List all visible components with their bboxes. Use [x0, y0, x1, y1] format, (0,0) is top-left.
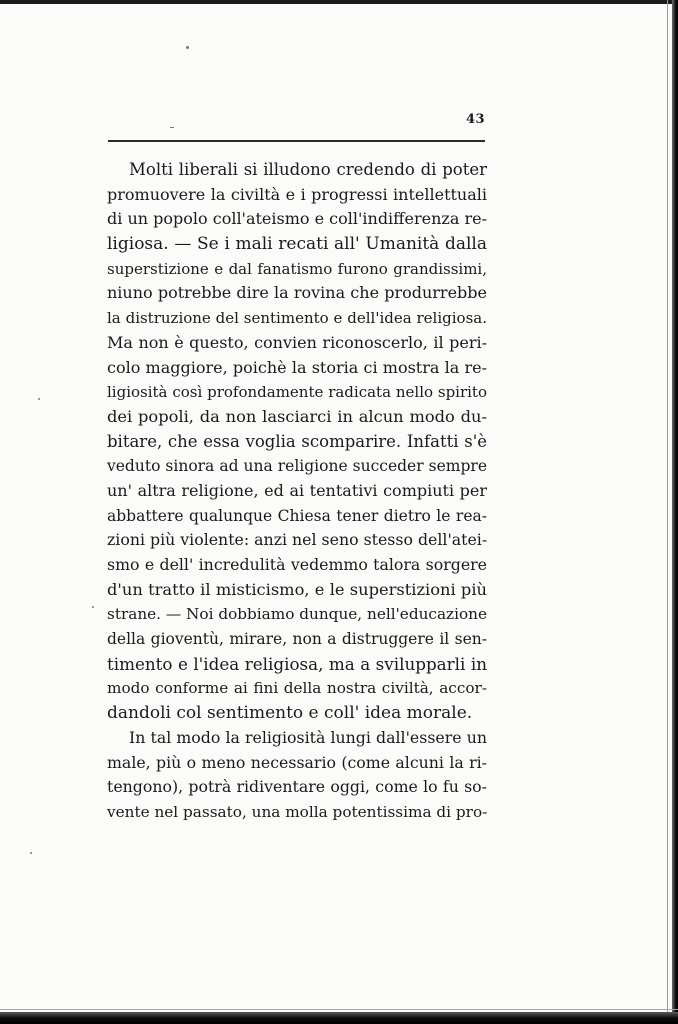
text-line: timento e l'idea religiosa, ma a svilupparli in — [107, 653, 487, 674]
scan-speck — [170, 127, 174, 128]
text-line: un' altra religione, ed ai tentativi compiuti per — [107, 480, 487, 500]
body-text — [107, 158, 487, 825]
text-line: promuovere la civiltà e i progressi intellettuali — [107, 184, 487, 204]
text-line: della gioventù, mirare, non a distruggere il sen- — [107, 630, 487, 649]
text-line: ligiosità così profondamente radicata nello spirito — [107, 383, 487, 402]
text-line: niuno potrebbe dire la rovina che produrrebbe — [107, 283, 487, 303]
text-line: male, più o meno necessario (come alcuni la ri- — [107, 752, 487, 772]
text-line: vente nel passato, una molla potentissima di pro- — [107, 802, 488, 821]
text-line: tengono), potrà ridiventare oggi, come lo fu so- — [107, 777, 487, 797]
scan-speck — [38, 398, 40, 400]
scan-border-right-line — [667, 0, 668, 1024]
text-line: di un popolo coll'ateismo e coll'indifferenza re- — [107, 209, 488, 229]
page-number: 43 — [466, 112, 486, 127]
text-line: colo maggiore, poichè la storia ci mostra la re- — [107, 357, 487, 377]
header-rule — [108, 140, 485, 142]
text-line: modo conforme ai fini della nostra civiltà, accor- — [107, 679, 487, 698]
scan-border-top — [0, 0, 678, 4]
text-line: In tal modo la religiosità lungi dall'essere un — [129, 727, 487, 747]
scan-speck — [30, 852, 32, 854]
scan-border-bottom — [0, 1012, 678, 1024]
text-line: zioni più violente: anzi nel seno stesso dell'atei- — [107, 530, 488, 550]
text-line: superstizione e dal fanatismo furono grandissimi, — [107, 259, 487, 278]
text-line: Molti liberali si illudono credendo di poter — [129, 160, 487, 179]
text-line: strane. — Noi dobbiamo dunque, nell'educazione — [107, 605, 487, 624]
text-line: smo e dell' incredulità vedemmo talora sorgere — [107, 555, 487, 574]
text-line: bitare, che essa voglia scomparire. Infatti s'è — [107, 431, 487, 451]
text-line: la distruzione del sentimento e dell'idea religiosa. — [107, 309, 487, 328]
text-line: dandoli col sentimento e coll' idea morale. — [107, 703, 473, 724]
text-line: ligiosa. — Se i mali recati all' Umanità dalla — [107, 234, 487, 255]
text-line: Ma non è questo, convien riconoscerlo, il peri- — [107, 332, 487, 352]
text-line: veduto sinora ad una religione succeder sempre — [107, 457, 487, 476]
text-line: abbattere qualunque Chiesa tener dietro le rea- — [107, 506, 487, 525]
scan-border-right — [672, 0, 678, 1024]
text-line: d'un tratto il misticismo, e le superstizioni più — [107, 579, 487, 599]
scan-speck — [186, 46, 189, 49]
scan-border-bottom-line — [0, 1009, 678, 1010]
scan-speck — [92, 606, 94, 608]
text-line: dei popoli, da non lasciarci in alcun modo du- — [107, 406, 487, 426]
